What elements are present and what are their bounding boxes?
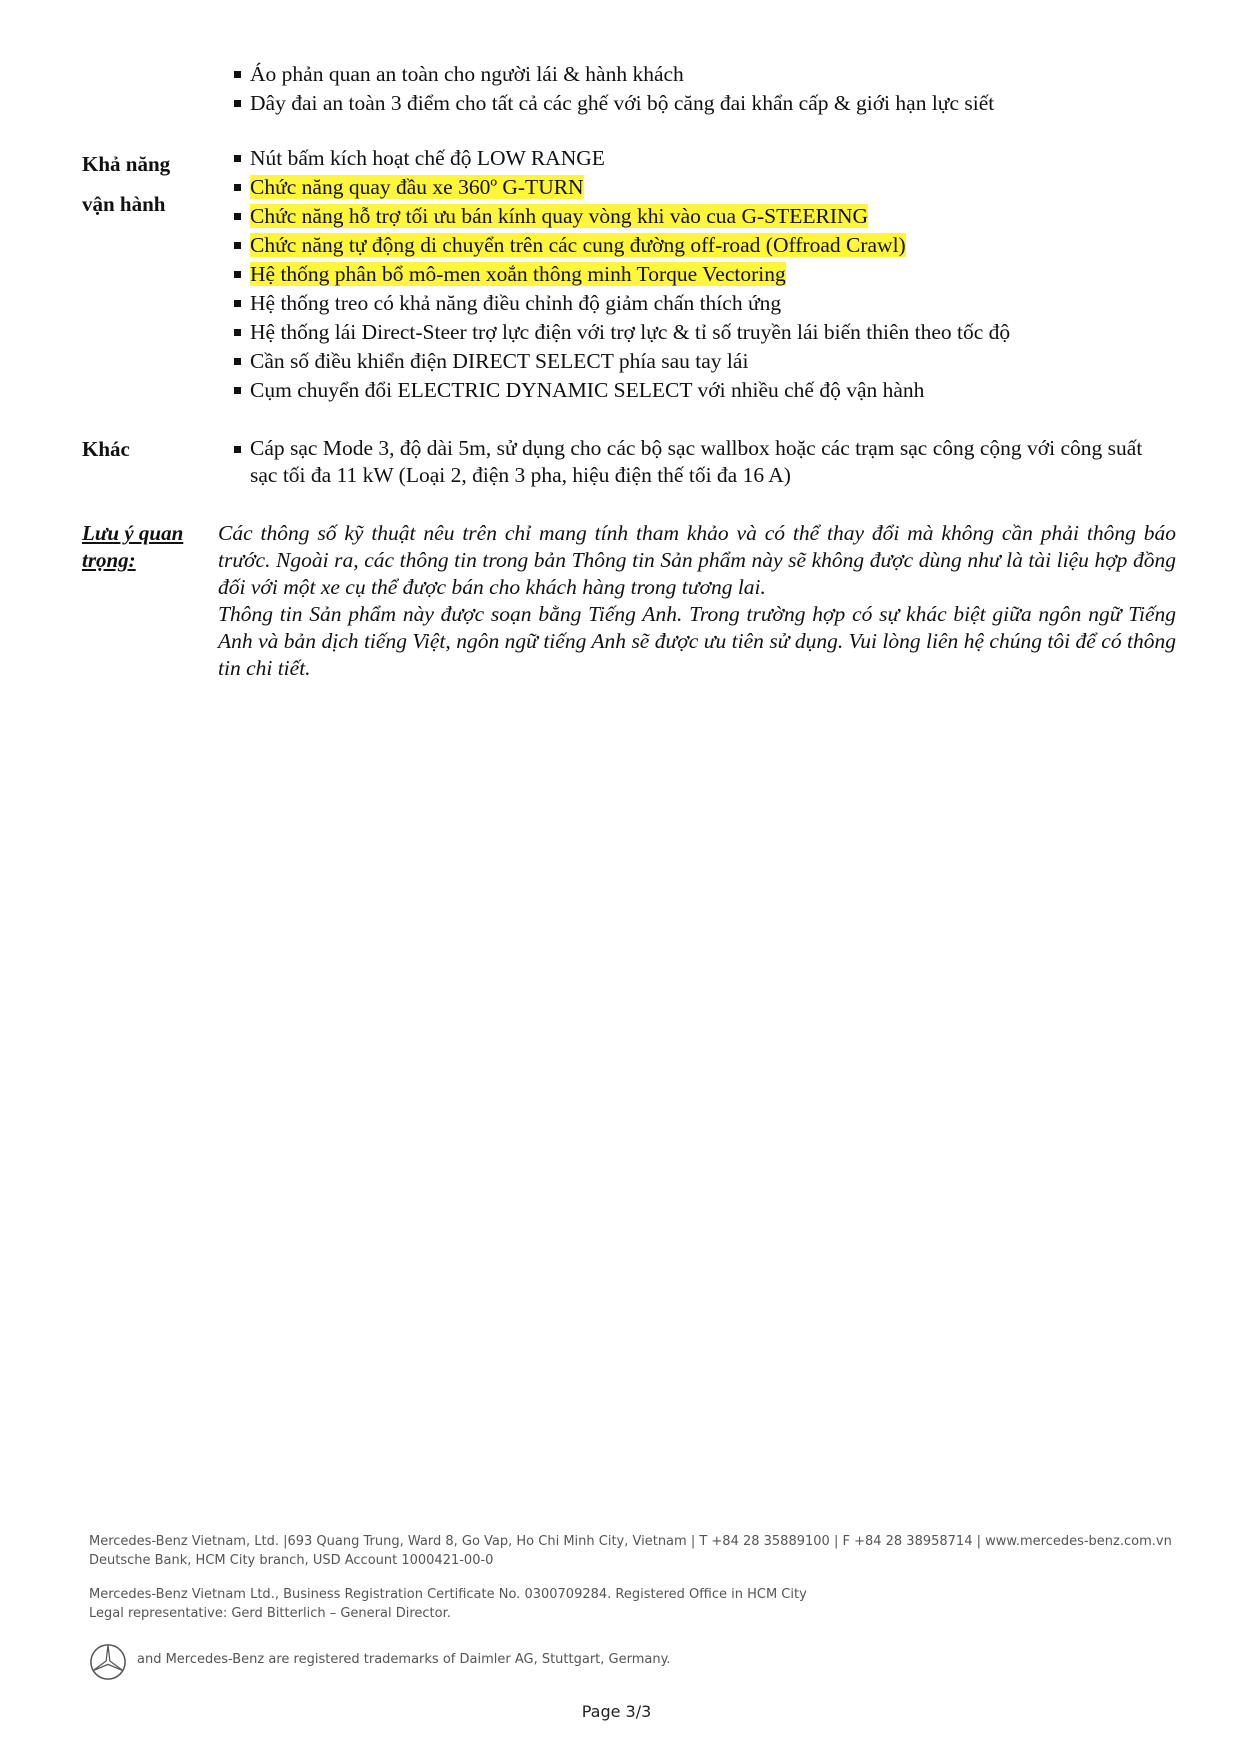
list-item [234, 318, 1184, 347]
label-line: trọng: [82, 548, 136, 572]
page-number: Page 3/3 [581, 1702, 652, 1721]
label-line: Khả năng [82, 152, 171, 176]
other-label: Khác [82, 437, 130, 461]
list-item [234, 173, 1184, 202]
label-line: Lưu ý quan [82, 521, 184, 545]
footer-line: Mercedes-Benz Vietnam, Ltd. |693 Quang Trung, Ward 8, Go Vap, Ho Chi Minh City, Vietnam | T +84 28 35889100 | F +84 28 38958714 | www.mercedes-benz.com.vn [89, 1534, 1172, 1549]
list-item [234, 289, 1184, 318]
list-item: Cáp sạc Mode 3, độ dài 5m, sử dụng cho các bộ sạc wallbox hoặc các trạm sạc công cộng với công suất sạc tối đa 11 kW (Loại 2, điện 3 pha, hiệu điện thế tối đa 16 A) [234, 435, 1174, 489]
item-text: Hệ thống lái Direct-Steer trợ lực điện với trợ lực & tỉ số truyền lái biến thiên theo tốc độ [250, 320, 1011, 344]
highlighted-text: Hệ thống phân bổ mô-men xoắn thông minh Torque Vectoring [250, 262, 786, 286]
list-item: Áo phản quan an toàn cho người lái & hành khách [234, 60, 1184, 89]
item-text: Nút bấm kích hoạt chế độ LOW RANGE [250, 146, 605, 170]
highlighted-text: Chức năng hỗ trợ tối ưu bán kính quay vòng khi vào cua G-STEERING [250, 204, 869, 228]
item-text: Cụm chuyển đổi ELECTRIC DYNAMIC SELECT với nhiều chế độ vận hành [250, 378, 925, 402]
list-item [234, 376, 1184, 405]
footer-line: Deutsche Bank, HCM City branch, USD Account 1000421-00-0 [89, 1553, 494, 1568]
performance-label [82, 144, 212, 224]
footer-registration [89, 1585, 1189, 1623]
footer-line: Mercedes-Benz Vietnam Ltd., Business Registration Certificate No. 0300709284. Registered Office in HCM City [89, 1587, 807, 1602]
footer-line: Legal representative: Gerd Bitterlich – General Director. [89, 1606, 451, 1621]
trademark-text: and Mercedes-Benz are registered trademarks of Daimler AG, Stuttgart, Germany. [137, 1652, 671, 1667]
safety-list [234, 60, 1184, 118]
label-line: vận hành [82, 192, 166, 216]
highlighted-text: Chức năng tự động di chuyển trên các cung đường off-road (Offroad Crawl) [250, 233, 906, 257]
list-item [234, 202, 1184, 231]
other-list [234, 435, 1174, 489]
item-text: Cần số điều khiển điện DIRECT SELECT phía sau tay lái [250, 349, 749, 373]
note-label [82, 520, 202, 574]
highlighted-text: Chức năng quay đầu xe 360º G-TURN [250, 175, 584, 199]
list-item [234, 231, 1184, 260]
note-paragraph: Các thông số kỹ thuật nêu trên chỉ mang tính tham khảo và có thể thay đổi mà không cần phải thông báo trước. Ngoài ra, các thông tin trong bản Thông tin Sản phẩm này sẽ không được dùng như là tài liệu hợp đồng đối với một xe cụ thể được bán cho khách hàng trong tương lai. [218, 521, 1176, 599]
note-paragraph: Thông tin Sản phẩm này được soạn bằng Tiếng Anh. Trong trường hợp có sự khác biệt giữa ngôn ngữ Tiếng Anh và bản dịch tiếng Việt, ngôn ngữ tiếng Anh sẽ được ưu tiên sử dụng. Vui lòng liên hệ chúng tôi để có thông tin chi tiết. [218, 602, 1176, 680]
list-item: Dây đai an toàn 3 điểm cho tất cả các ghế với bộ căng đai khẩn cấp & giới hạn lực siết [234, 89, 1184, 118]
list-item [234, 260, 1184, 289]
footer-address [89, 1532, 1189, 1570]
item-text: Hệ thống treo có khả năng điều chỉnh độ giảm chấn thích ứng [250, 291, 782, 315]
list-item [234, 144, 1184, 173]
performance-list [234, 144, 1184, 405]
list-item [234, 347, 1184, 376]
note-body [218, 520, 1176, 682]
mercedes-star-icon [89, 1643, 127, 1681]
